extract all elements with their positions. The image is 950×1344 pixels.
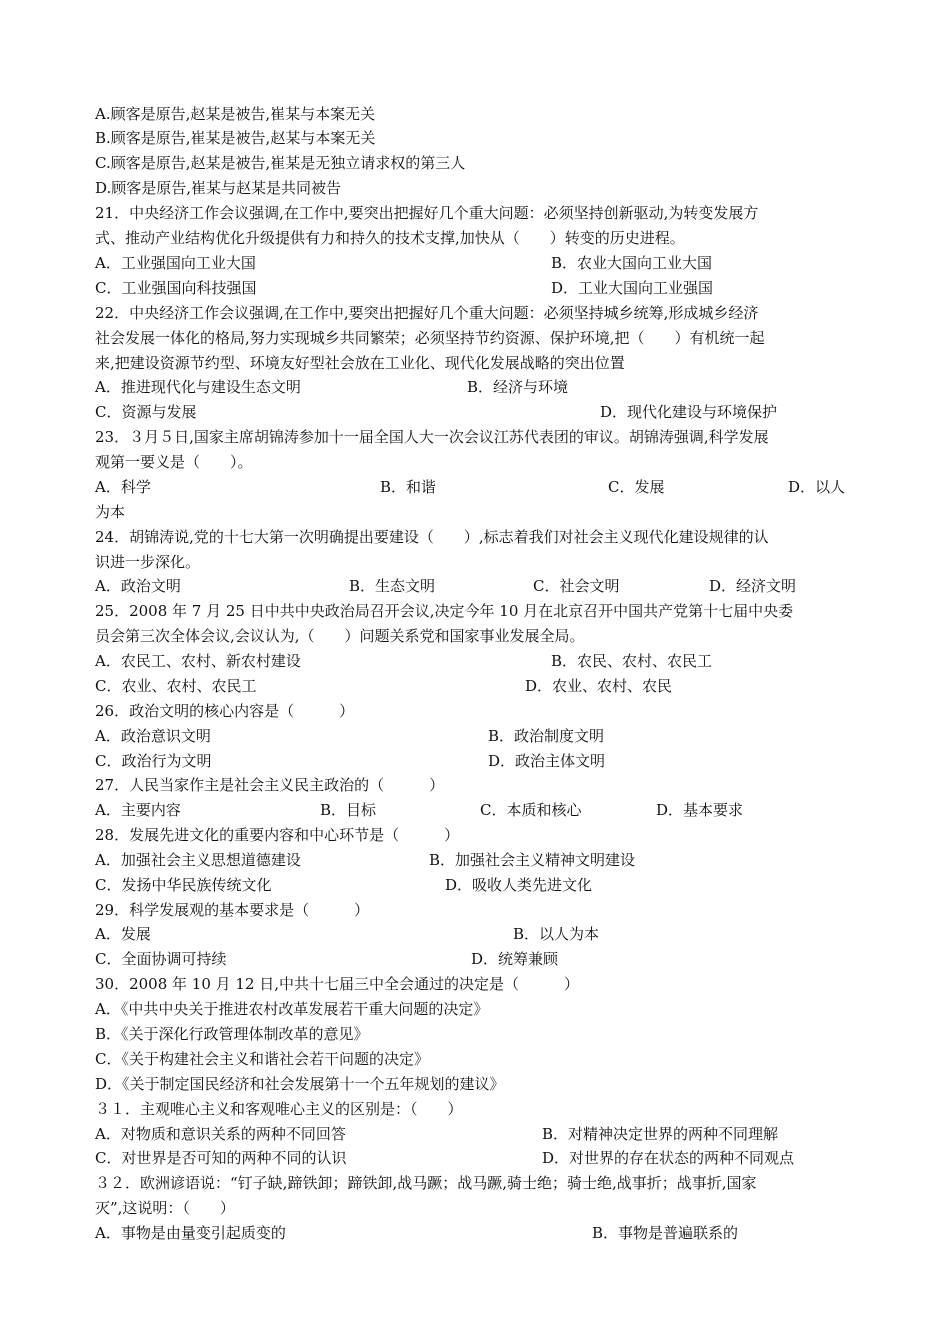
q24-option-a: A．政治文明 [95, 577, 181, 595]
q27-option-c: C．本质和核心 [480, 801, 582, 819]
q31-option-b: B．对精神决定世界的两种不同理解 [542, 1125, 779, 1143]
q26-options-row-2 [95, 749, 865, 774]
q28-options-row-2 [95, 873, 865, 898]
q25-options-row-1 [95, 649, 865, 674]
q26-options-row-1 [95, 724, 865, 749]
q24-stem-line-1: 24．胡锦涛说,党的十七大第一次明确提出要建设（ ）,标志着我们对社会主义现代化建设规律的认 [95, 528, 769, 546]
q23-option-b: B．和谐 [380, 478, 437, 496]
q25-option-b: B．农民、农村、农民工 [551, 652, 713, 670]
q30-option-d: D．《关于制定国民经济和社会发展第十一个五年规划的建议》 [95, 1075, 505, 1093]
q27-option-b: B．目标 [320, 801, 377, 819]
q22-stem-line-2: 社会发展一体化的格局,努力实现城乡共同繁荣；必须坚持节约资源、保护环境,把（ ）有机统一起 [95, 329, 765, 347]
q24-stem-line-2: 识进一步深化。 [95, 553, 201, 571]
q23-stem-line-2: 观第一要义是（ ）。 [95, 453, 253, 471]
q23-option-a: A．科学 [95, 478, 151, 496]
q25-option-a: A．农民工、农村、新农村建设 [95, 652, 301, 670]
q21-option-b: B．农业大国向工业大国 [551, 254, 713, 272]
q26-option-a: A．政治意识文明 [95, 727, 211, 745]
q30-option-b: B．《关于深化行政管理体制改革的意见》 [95, 1025, 369, 1043]
q32-stem-line-2: 灭”,这说明：（ ） [95, 1199, 235, 1217]
q25-stem-line-1: 25．2008 年 7 月 25 日中共中央政治局召开会议,决定今年 10 月在北京召开中国共产党第十七届中央委 [95, 602, 794, 620]
q22-stem-line-3: 来,把建设资源节约型、环境友好型社会放在工业化、现代化发展战略的突出位置 [95, 354, 625, 372]
q31-option-d: D．对世界的存在状态的两种不同观点 [542, 1149, 795, 1167]
q22-option-b: B．经济与环境 [467, 378, 569, 396]
q22-option-c: C．资源与发展 [95, 403, 197, 421]
q23-option-d: D．以人 [788, 478, 846, 496]
q22-option-a: A．推进现代化与建设生态文明 [95, 378, 301, 396]
q21-stem-line-1: 21．中央经济工作会议强调,在工作中,要突出把握好几个重大问题：必须坚持创新驱动,为转变发展方 [95, 204, 759, 222]
q28-options-row-1 [95, 848, 865, 873]
q22-stem-line-1: 22．中央经济工作会议强调,在工作中,要突出把握好几个重大问题：必须坚持城乡统筹,形成城乡经济 [95, 304, 759, 322]
q32-option-b: B．事物是普遍联系的 [592, 1224, 739, 1242]
q30-option-a: A．《中共中央关于推进农村改革发展若干重大问题的决定》 [95, 1000, 489, 1018]
q25-options-row-2 [95, 674, 865, 699]
q29-option-d: D．统筹兼顾 [471, 950, 559, 968]
q26-option-b: B．政治制度文明 [488, 727, 605, 745]
q29-option-c: C．全面协调可持续 [95, 950, 227, 968]
q31-options-row-2 [95, 1146, 865, 1171]
q29-option-a: A．发展 [95, 925, 151, 943]
q27-options-row [95, 798, 865, 823]
q29-option-b: B．以人为本 [513, 925, 600, 943]
q27-stem: 27．人民当家作主是社会主义民主政治的（ ） [95, 776, 445, 794]
q29-options-row-1 [95, 922, 865, 947]
q31-option-c: C．对世界是否可知的两种不同的认识 [95, 1149, 347, 1167]
q21-option-c: C．工业强国向科技强国 [95, 279, 257, 297]
q25-option-c: C．农业、农村、农民工 [95, 677, 257, 695]
q28-option-b: B．加强社会主义精神文明建设 [429, 851, 636, 869]
q32-stem-line-1: ３２．欧洲谚语说：“钉子缺,蹄铁卸；蹄铁卸,战马蹶；战马蹶,骑士绝；骑士绝,战事折；战事折,国家 [95, 1174, 757, 1192]
prev-option-d: D.顾客是原告,崔某与赵某是共同被告 [95, 179, 342, 197]
q21-option-d: D．工业大国向工业强国 [551, 279, 714, 297]
q27-option-d: D．基本要求 [656, 801, 744, 819]
prev-option-c: C.顾客是原告,赵某是被告,崔某是无独立请求权的第三人 [95, 154, 466, 172]
q24-option-d: D．经济文明 [709, 577, 797, 595]
q24-options-row [95, 574, 865, 599]
prev-option-b: B.顾客是原告,崔某是被告,赵某与本案无关 [95, 129, 376, 147]
q23-option-d-wrap: 为本 [95, 503, 126, 521]
q24-option-b: B．生态文明 [349, 577, 436, 595]
q32-option-a: A．事物是由量变引起质变的 [95, 1224, 286, 1242]
q23-options-row [95, 475, 865, 500]
q21-option-a: A．工业强国向工业大国 [95, 254, 256, 272]
q28-option-c: C．发扬中华民族传统文化 [95, 876, 272, 894]
q32-options-row-1 [95, 1221, 865, 1246]
q21-options-row-2 [95, 276, 865, 301]
q30-stem: 30．2008 年 10 月 12 日,中共十七届三中全会通过的决定是（ ） [95, 975, 580, 993]
q28-stem: 28．发展先进文化的重要内容和中心环节是（ ） [95, 826, 460, 844]
q26-option-c: C．政治行为文明 [95, 752, 212, 770]
q25-stem-line-2: 员会第三次全体会议,会议认为,（ ）问题关系党和国家事业发展全局。 [95, 627, 585, 645]
q31-stem: ３１．主观唯心主义和客观唯心主义的区别是：（ ） [95, 1100, 463, 1118]
q31-option-a: A．对物质和意识关系的两种不同回答 [95, 1125, 346, 1143]
q26-stem: 26．政治文明的核心内容是（ ） [95, 702, 355, 720]
q22-options-row-1 [95, 375, 865, 400]
q29-options-row-2 [95, 947, 865, 972]
q31-options-row-1 [95, 1122, 865, 1147]
q28-option-a: A．加强社会主义思想道德建设 [95, 851, 301, 869]
q28-option-d: D．吸收人类先进文化 [445, 876, 593, 894]
q30-option-c: C．《关于构建社会主义和谐社会若干问题的决定》 [95, 1050, 429, 1068]
q21-options-row-1 [95, 251, 865, 276]
q26-option-d: D．政治主体文明 [488, 752, 606, 770]
q25-option-d: D．农业、农村、农民 [525, 677, 673, 695]
q22-options-row-2 [95, 400, 865, 425]
prev-option-a: A.顾客是原告,赵某是被告,崔某与本案无关 [95, 105, 376, 123]
q24-option-c: C．社会文明 [533, 577, 620, 595]
q21-stem-line-2: 式、推动产业结构优化升级提供有力和持久的技术支撑,加快从（ ）转变的历史进程。 [95, 229, 685, 247]
q22-option-d: D．现代化建设与环境保护 [600, 403, 778, 421]
q23-stem-line-1: 23．３月５日,国家主席胡锦涛参加十一届全国人大一次会议江苏代表团的审议。胡锦涛强调,科学发展 [95, 428, 769, 446]
q29-stem: 29．科学发展观的基本要求是（ ） [95, 901, 370, 919]
q27-option-a: A．主要内容 [95, 801, 181, 819]
q23-option-c: C．发展 [608, 478, 665, 496]
